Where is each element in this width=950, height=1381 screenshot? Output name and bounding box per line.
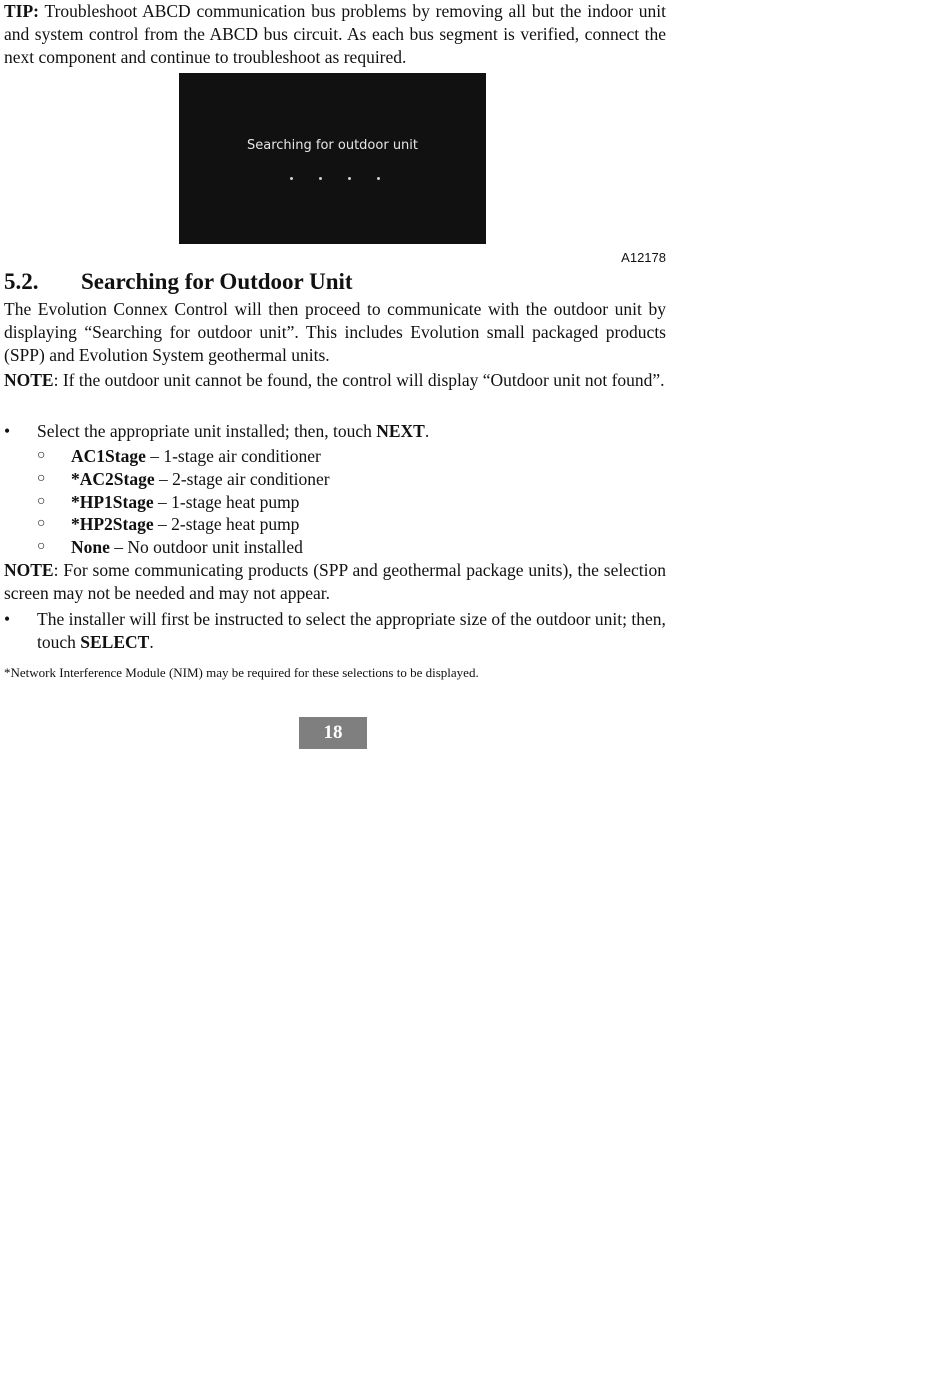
list-item: [37, 491, 657, 514]
option-desc: – 1-stage air conditioner: [145, 446, 321, 466]
section-body: [4, 298, 666, 367]
option-desc: – 2-stage air conditioner: [154, 468, 330, 489]
control-screen-image: [179, 73, 486, 244]
bullet-select-size: [4, 608, 666, 654]
circle-bullet-icon: ○: [37, 448, 46, 463]
bullet-text-end: .: [149, 632, 154, 652]
bullet-icon: •: [4, 609, 11, 629]
circle-bullet-icon: ○: [37, 470, 46, 486]
loading-dot: [348, 177, 351, 180]
option-desc: – No outdoor unit installed: [109, 537, 303, 558]
option-name: *AC2Stage: [71, 468, 155, 489]
tip-label: TIP:: [4, 1, 39, 21]
figure-id: A12178: [621, 250, 666, 265]
section-title: Searching for Outdoor Unit: [81, 269, 353, 294]
bullet-select-unit: [4, 420, 666, 443]
note-not-found: [4, 369, 666, 392]
page-number: 18: [299, 717, 367, 749]
note-text: : For some communicating products (SPP and geothermal package units), the selection screen may not be needed and may not appear.: [4, 560, 666, 603]
note-label: NOTE: [4, 560, 54, 580]
option-name: *HP1Stage: [71, 491, 154, 512]
section-number: 5.2.: [4, 269, 39, 294]
option-name: None: [71, 537, 110, 558]
list-item: [37, 536, 657, 559]
note-text: : If the outdoor unit cannot be found, the control will display “Outdoor unit not found”.: [53, 370, 665, 390]
bullet-text: The installer will first be instructed to select the appropriate size of the outdoor unit; then, touch: [37, 609, 666, 652]
footnote: *Network Interference Module (NIM) may be required for these selections to be displayed.: [4, 665, 479, 680]
loading-dot: [319, 177, 322, 180]
note-label: NOTE: [4, 370, 54, 390]
outdoor-unit-options: [37, 445, 657, 559]
loading-dot: [290, 177, 293, 180]
circle-bullet-icon: ○: [37, 493, 46, 509]
bullet-text: Select the appropriate unit installed; then, touch: [37, 421, 377, 441]
bullet-icon: •: [4, 421, 11, 441]
circle-bullet-icon: ○: [37, 539, 46, 555]
bullet-keyword: NEXT: [376, 421, 425, 441]
note-selection-screen: [4, 559, 666, 605]
option-name: AC1Stage: [71, 446, 146, 466]
list-item: [37, 445, 657, 468]
bullet-text-end: .: [424, 421, 430, 441]
tip-text: Troubleshoot ABCD communication bus problems by removing all but the indoor unit and system control from the ABCD bus circuit. As each bus segment is verified, connect the next component and continue to troubleshoot as required.: [4, 1, 666, 67]
loading-dot: [377, 177, 380, 180]
screen-status-text: Searching for outdoor unit: [246, 138, 419, 153]
option-desc: – 2-stage heat pump: [153, 514, 300, 535]
list-item: [37, 513, 657, 536]
list-item: [37, 468, 657, 491]
bullet-keyword: SELECT: [80, 632, 150, 652]
tip-paragraph: [4, 0, 666, 69]
section-body-text: The Evolution Connex Control will then proceed to communicate with the outdoor unit by displaying “Searching for outdoor unit”. This includes Evolution small packaged products (SPP) and Evolution System geothermal units.: [4, 299, 666, 365]
option-name: *HP2Stage: [71, 514, 154, 535]
section-heading: [4, 268, 353, 296]
option-desc: – 1-stage heat pump: [153, 491, 300, 512]
circle-bullet-icon: ○: [37, 516, 46, 532]
